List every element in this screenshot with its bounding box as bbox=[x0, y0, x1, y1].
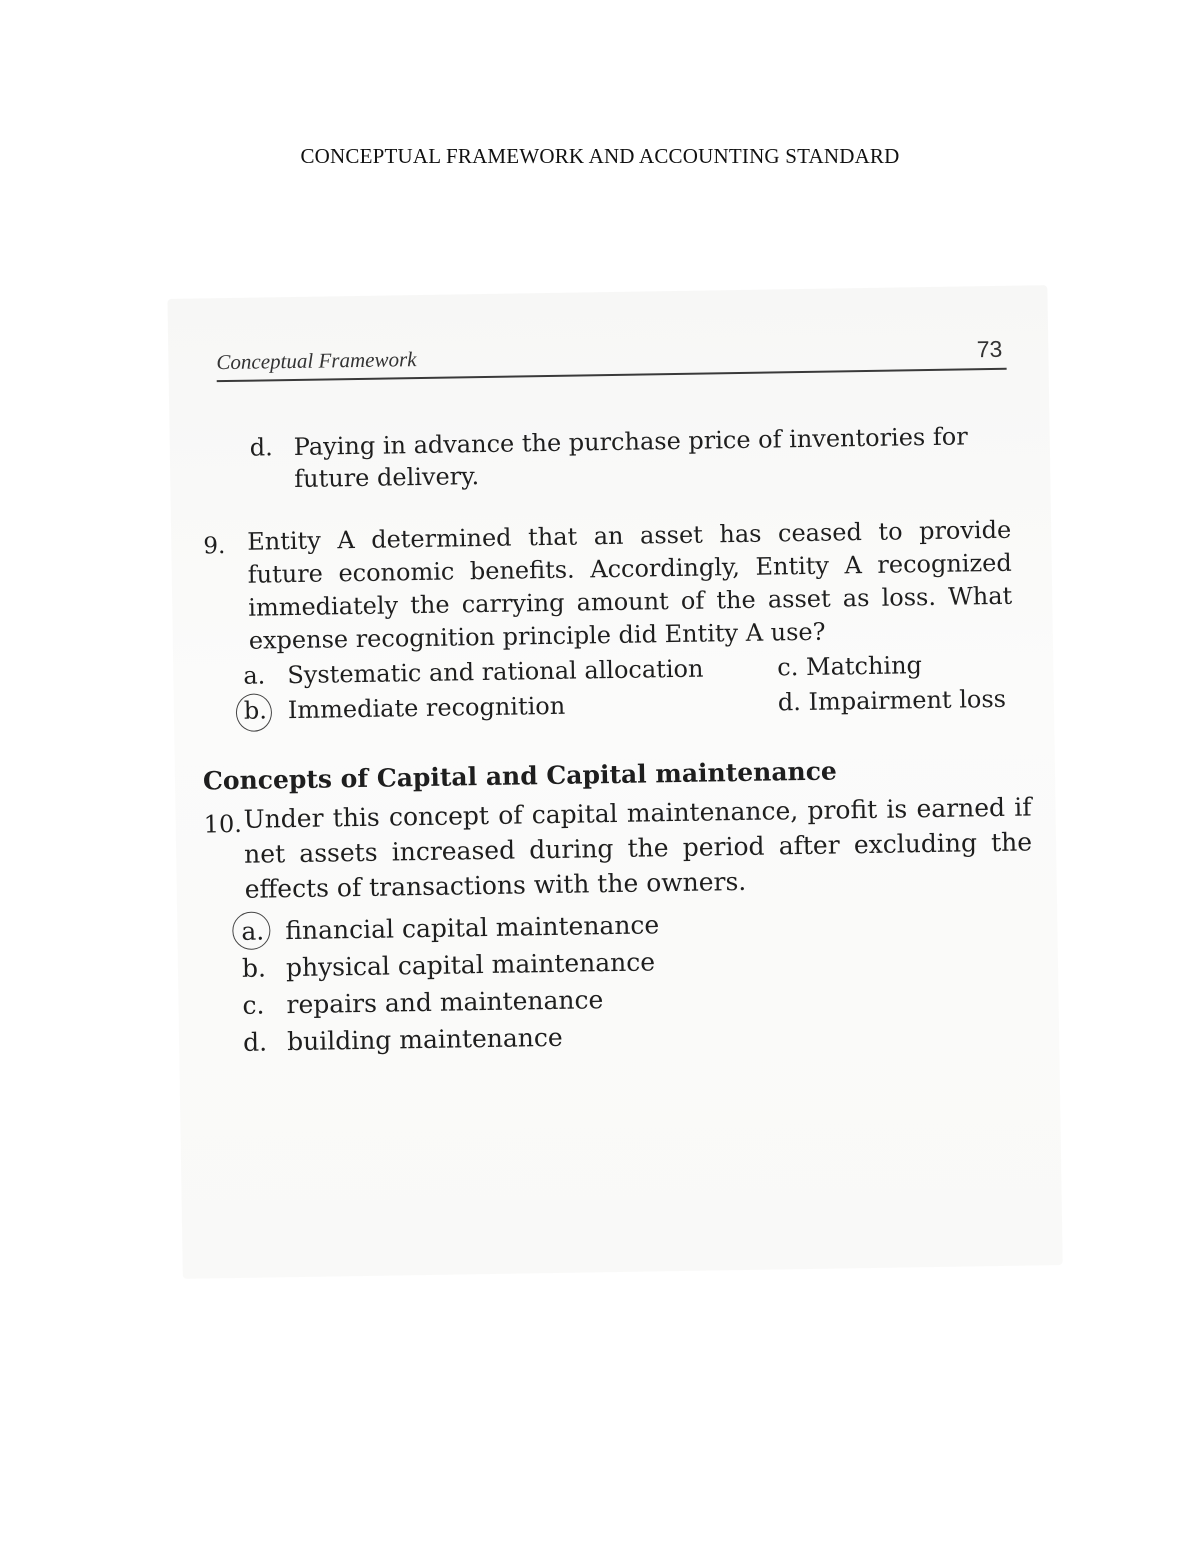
option-text: Immediate recognition bbox=[287, 691, 566, 725]
question-10-option-d bbox=[243, 1020, 563, 1061]
question-10-option-b bbox=[242, 944, 656, 986]
question-9-option-b bbox=[244, 690, 566, 728]
prev-option-d-cont bbox=[294, 460, 479, 496]
option-text: Systematic and rational allocation bbox=[287, 654, 704, 690]
option-letter: c. bbox=[242, 990, 265, 1020]
option-text: c. Matching bbox=[777, 651, 923, 682]
question-9-option-d bbox=[778, 683, 1007, 720]
option-text: physical capital maintenance bbox=[285, 947, 656, 983]
question-9-number: 9. bbox=[203, 533, 226, 560]
prev-option-letter: d. bbox=[249, 433, 273, 462]
question-10-text: Under this concept of capital maintenance, profit is earned if net assets increased during the period after excluding the effects of transactions with the owners. bbox=[243, 792, 1033, 904]
document-header: CONCEPTUAL FRAMEWORK AND ACCOUNTING STANDARD bbox=[300, 144, 900, 168]
prev-option-d bbox=[250, 420, 968, 464]
question-10-option-c bbox=[242, 982, 603, 1024]
option-text: repairs and maintenance bbox=[286, 985, 604, 1020]
question-9-option-a bbox=[243, 653, 704, 693]
option-letter: b. bbox=[243, 696, 268, 725]
prev-option-line2: future delivery. bbox=[294, 462, 480, 493]
question-9-text: Entity A determined that an asset has ceased to provide future economic benefits. Accordingly, Entity A recognized immediately the carrying amount of the asset as loss. What expense recognition principle did Entity A use? bbox=[247, 515, 1013, 655]
scanned-page bbox=[167, 285, 1062, 1279]
option-text: building maintenance bbox=[286, 1022, 563, 1057]
option-letter: b. bbox=[241, 953, 267, 983]
question-10-number: 10. bbox=[203, 809, 243, 839]
page-number: 73 bbox=[976, 335, 1003, 363]
running-title: Conceptual Framework bbox=[216, 347, 417, 375]
prev-option-line1: Paying in advance the purchase price of inventories for bbox=[293, 422, 968, 461]
option-letter: d. bbox=[242, 1027, 268, 1057]
option-letter: a. bbox=[241, 916, 265, 946]
running-head bbox=[216, 334, 1006, 382]
question-9-option-c bbox=[777, 649, 922, 684]
option-text: financial capital maintenance bbox=[285, 910, 660, 946]
question-10-option-a bbox=[241, 907, 659, 950]
option-text: d. Impairment loss bbox=[777, 684, 1007, 717]
section-heading: Concepts of Capital and Capital maintenance bbox=[202, 756, 838, 796]
option-letter: a. bbox=[243, 661, 266, 690]
